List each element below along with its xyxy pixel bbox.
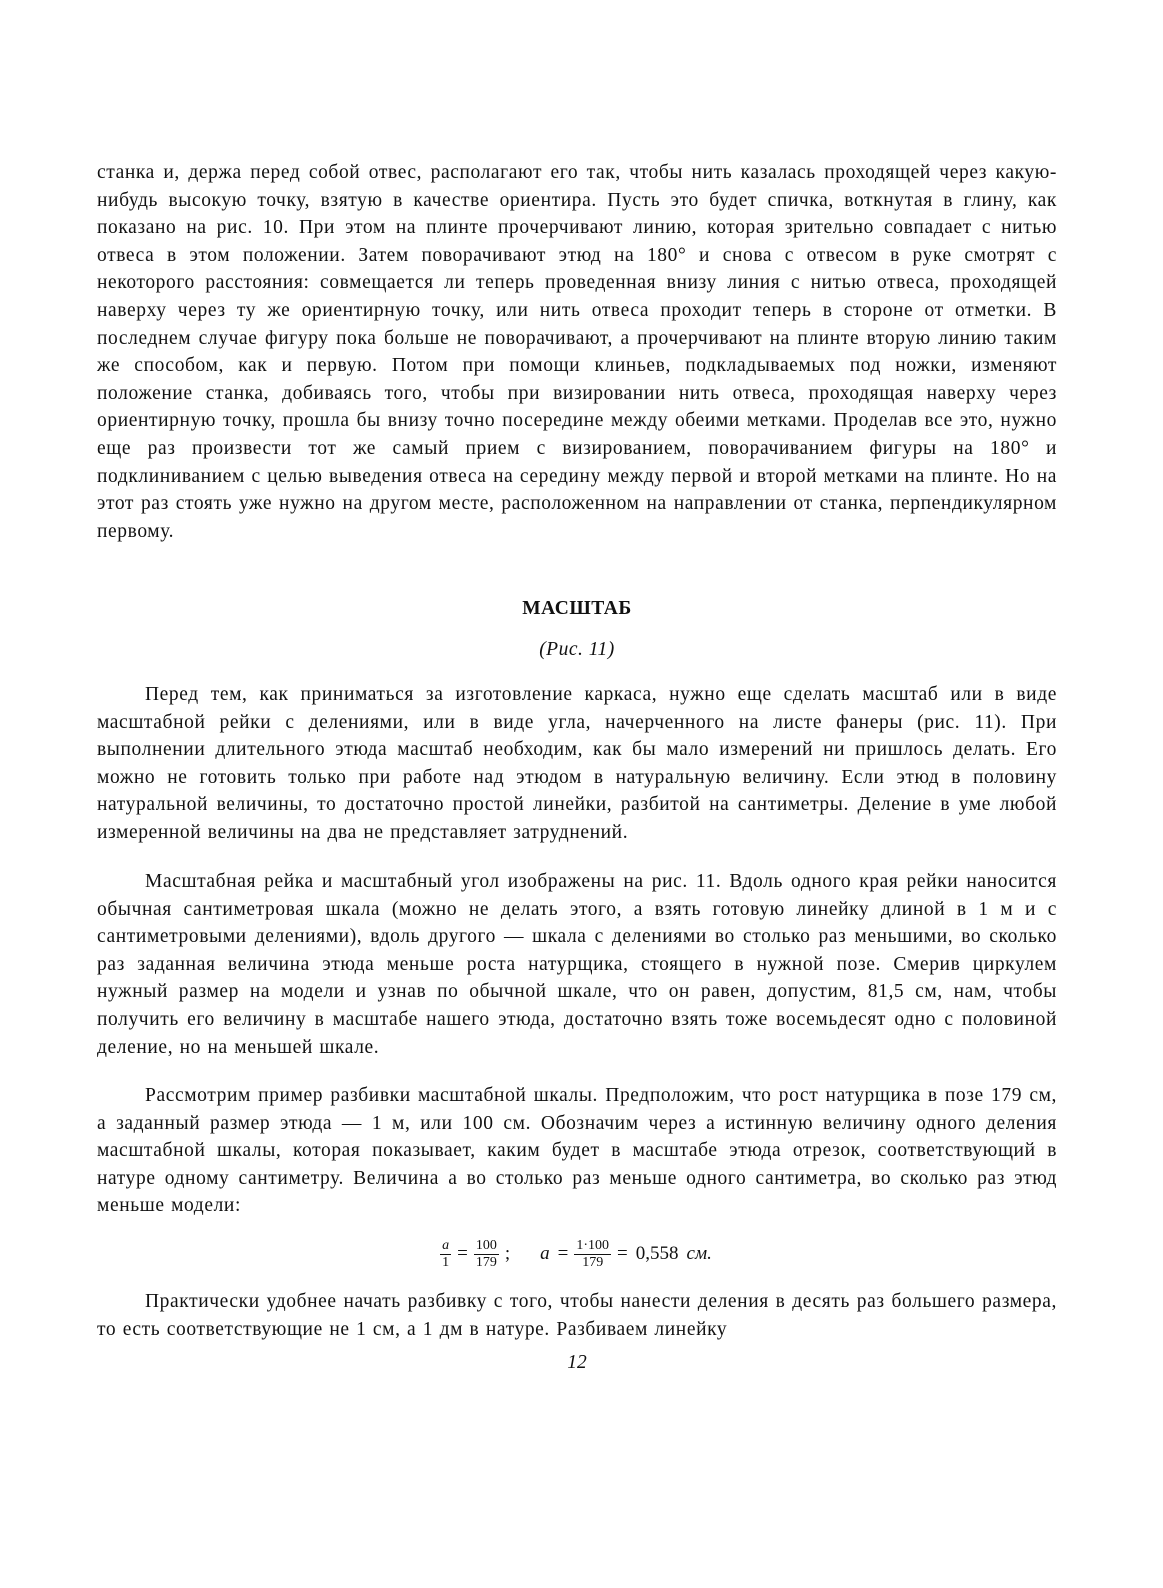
equals-sign: = [457,1243,468,1264]
body-paragraph-2: Перед тем, как приниматься за изготовление каркаса, нужно еще сделать масштаб или в виде масштабной рейки с делениями, или в виде угла, начерченного на листе фанеры (рис. 11). При выполнении длительного этюда масштаб необходим, как бы мало измерений ни пришлось делать. Его можно не готовить только при работе над этюдом в натуральную величину. Если этюд в половину натуральной величины, то достаточно простой линейки, разбитой на сантиметры. Деление в уме любой измеренной величины на два не представляет затруднений. [97,684,1057,843]
fraction-a-over-1 [440,1238,451,1271]
formula-separator: ; [504,1243,511,1264]
body-paragraph-3: Масштабная рейка и масштабный угол изображены на рис. 11. Вдоль одного края рейки наносится обычная сантиметровая шкала (можно не делать этого, а взять готовую линейку длиной в 1 м и с сантиметровыми делениями), вдоль другого — шкала с делениями во столько раз меньшими, во сколько раз заданная величина этюда меньше роста натурщика, стоящего в нужной позе. Смерив циркулем нужный размер на модели и узнав по обычной шкале, что он равен, допустим, 81,5 см, нам, чтобы получить его величину в масштабе нашего этюда, достаточно взять тоже восемьдесят одно с половиной деление, но на меньшей шкале. [97,871,1057,1058]
figure-reference: (Рис. 11) [539,639,615,660]
body-paragraph-5: Практически удобнее начать разбивку с того, чтобы нанести деления в десять раз большего размера, то есть соответствующие не 1 см, а 1 дм в натуре. Разбиваем линейку [97,1291,1057,1340]
equals-sign: = [557,1243,569,1264]
fraction-denominator: 1 [442,1254,450,1270]
fraction-numerator: 100 [475,1237,497,1253]
fraction-denominator: 179 [582,1254,604,1270]
formula-variable: a [540,1243,550,1264]
scale-formula [97,1232,1057,1276]
fraction-numerator: a [442,1237,450,1253]
fraction-100-over-179 [474,1238,499,1271]
equals-sign: = [617,1243,628,1264]
fraction-denominator: 179 [475,1254,497,1270]
section-heading: МАСШТАБ [522,598,632,619]
page-number: 12 [567,1352,587,1373]
formula-unit: см. [686,1243,712,1264]
body-paragraph-1: станка и, держа перед собой отвес, располагают его так, чтобы нить казалась проходящей через какую-нибудь высокую точку, взятую в качестве ориентира. Пусть это будет спичка, воткнутая в глину, как показано на рис. 10. При этом на плинте прочерчивают линию, которая зрительно совпадает с нитью отвеса в этом положении. Затем поворачивают этюд на 180° и снова с отвесом в руке смотрят с некоторого расстояния: совмещается ли теперь проведенная внизу линия с нитью отвеса, проходящей наверху через ту же ориентирную точку, или нить отвеса проходит теперь в стороне от отметки. В последнем случае фигуру пока больше не поворачивают, а прочерчивают на плинте вторую линию таким же способом, как и первую. Потом при помощи клиньев, подкладываемых под ножки, изменяют положение станка, добиваясь того, чтобы при визировании нить отвеса, проходящая наверху через ориентирную точку, прошла бы внизу точно посередине между обеими метками. Проделав все это, нужно еще раз произвести тот же самый прием с визированием, поворачиванием фигуры на 180° и подклиниванием с целью выведения отвеса на середину между первой и второй метками на плинте. Но на этот раз стоять уже нужно на другом месте, расположенном на направлении от станка, перпендикулярном первому. [97,162,1057,542]
fraction-numerator: 1·100 [576,1237,610,1253]
fraction-product-over-179 [574,1238,611,1271]
formula-result: 0,558 [635,1243,679,1264]
body-paragraph-4: Рассмотрим пример разбивки масштабной шкалы. Предположим, что рост натурщика в позе 179 см, а заданный размер этюда — 1 м, или 100 см. Обозначим через а истинную величину одного деления масштабной шкалы, которая показывает, каким будет в масштабе этюда отрезок, соответствующий в натуре одному сантиметру. Величина а во столько раз меньше одного сантиметра, во сколько раз этюд меньше модели: [97,1085,1057,1217]
